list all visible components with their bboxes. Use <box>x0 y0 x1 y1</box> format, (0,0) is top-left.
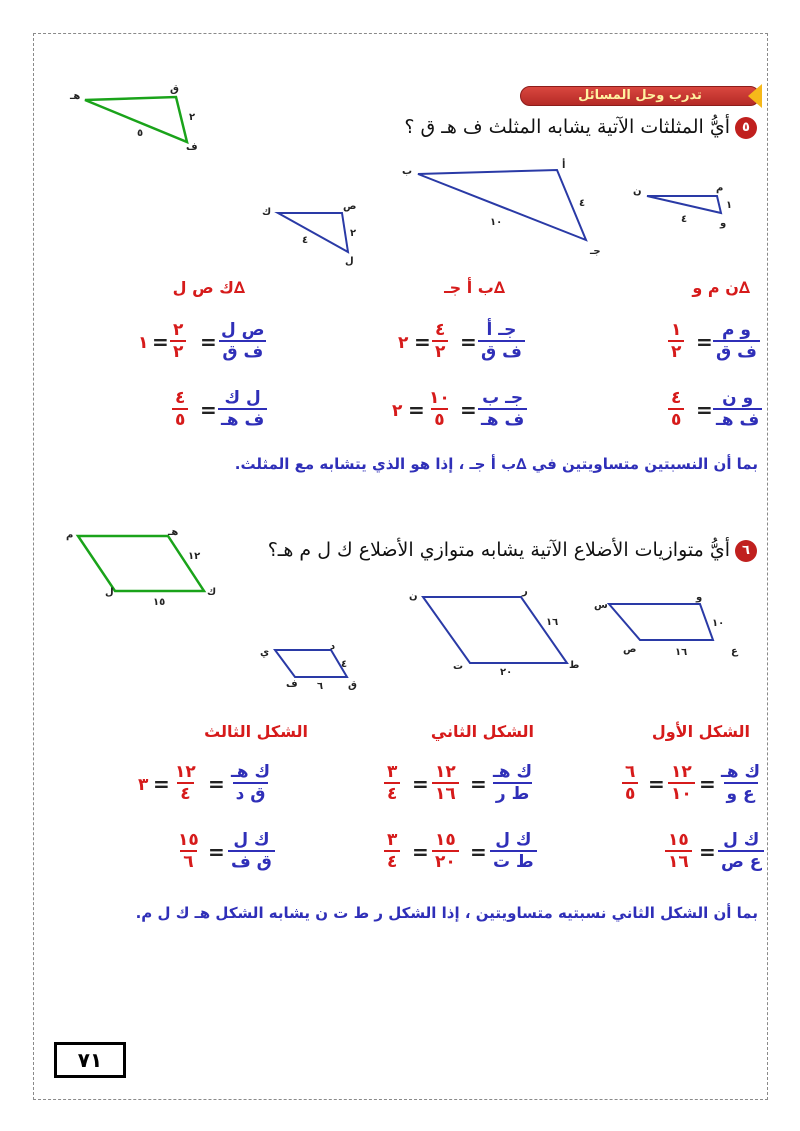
num: جـ أ <box>486 320 517 340</box>
par3-side-2: ٦ <box>317 681 324 692</box>
tri1-label-n: ن <box>633 186 642 197</box>
banner-arrow-icon <box>748 84 762 108</box>
num: و ن <box>722 388 754 408</box>
q6-conclusion: بما أن الشكل الثاني نسبتيه متساويتين ، إذا الشكل ر ط ت ن يشابه الشكل هـ ك ل م. <box>135 904 758 922</box>
den: ٥ <box>622 782 638 804</box>
par3-label-y: ي <box>260 647 270 658</box>
num: ١٢ <box>175 762 196 782</box>
den: ف هـ <box>478 408 527 430</box>
den: ٥ <box>172 408 188 430</box>
q5-c3-r1-fraction <box>170 320 186 362</box>
question-6-number: ٦ <box>735 540 757 562</box>
equals-sign: = <box>460 330 477 354</box>
tri1-side-1: ١ <box>726 200 733 211</box>
den: ٦ <box>180 850 196 872</box>
reference-parallelogram <box>78 536 204 591</box>
ref-par-label-k: ك <box>207 587 217 598</box>
tri3-label-l: ل <box>345 256 354 267</box>
parallelogram-3 <box>275 650 347 677</box>
q5-conclusion: بما أن النسبتين متساويتين في ∆ب أ جـ ، إذا هو الذي يتشابه مع المثلث. <box>234 455 758 473</box>
num: ك هـ <box>721 762 761 782</box>
par3-label-q: ق <box>348 680 357 691</box>
den: ف هـ <box>218 408 267 430</box>
tri2-label-b: ب <box>402 166 413 177</box>
num: ٣ <box>387 830 398 850</box>
den: ف ق <box>219 340 266 362</box>
q5-c3-r1-ratio <box>218 320 268 362</box>
equals-sign: = <box>200 398 217 422</box>
q6-c1-r2-ratio <box>718 830 764 872</box>
equals-sign: = <box>208 840 225 864</box>
equals-sign: = <box>152 330 169 354</box>
par1-label-s: س <box>594 600 608 611</box>
num: ١٥ <box>668 830 689 850</box>
q5-col2-heading: ∆ب أ جـ <box>444 278 505 297</box>
question-5-number: ٥ <box>735 117 757 139</box>
num: ١٢ <box>435 762 456 782</box>
num: ل ك <box>224 388 261 408</box>
den: ع و <box>724 782 758 804</box>
par2-side-1: ١٦ <box>546 617 559 628</box>
equals-sign: = <box>153 772 170 796</box>
den: ط ت <box>490 850 537 872</box>
den: ف ق <box>713 340 760 362</box>
q6-col1-heading: الشكل الأول <box>651 722 750 741</box>
tri3-label-k: ك <box>262 207 272 218</box>
triangle-baj <box>418 170 586 240</box>
equals-sign: = <box>696 398 713 422</box>
tri3-side-2: ٤ <box>302 235 309 246</box>
question-5-text: أيُّ المثلثات الآتية يشابه المثلث ف هـ ق ؟ <box>404 116 730 138</box>
par1-label-w: و <box>696 592 703 603</box>
ref-tri-side-2: ٥ <box>137 128 144 139</box>
ref-par-label-h: هـ <box>168 527 179 538</box>
q6-c2-r1-simplified <box>384 762 400 804</box>
num: ٣ <box>387 762 398 782</box>
q6-c3-r1-fraction <box>172 762 199 804</box>
q6-c1-r1-fraction <box>668 762 695 804</box>
q6-c3-r1-ratio <box>228 762 273 804</box>
par2-label-t: ط <box>569 660 580 671</box>
q6-c2-r2-fraction <box>432 830 459 872</box>
triangle-nmw <box>647 196 721 213</box>
ref-par-side-1: ١٢ <box>188 551 201 562</box>
den: ع ص <box>718 850 764 872</box>
q6-c3-r2-ratio <box>228 830 275 872</box>
par3-side-1: ٤ <box>341 659 348 670</box>
num: ك هـ <box>231 762 271 782</box>
par3-label-d: د <box>330 641 336 652</box>
num: ١٥ <box>435 830 456 850</box>
ref-par-label-l: ل <box>105 587 114 598</box>
q6-col3-heading: الشكل الثالث <box>204 722 308 741</box>
den: ٤ <box>384 782 400 804</box>
den: ٥ <box>431 408 447 430</box>
ref-par-label-m: م <box>66 530 74 541</box>
q5-col1-heading: ∆ن م و <box>692 278 750 297</box>
equals-sign: = <box>470 772 487 796</box>
q6-c2-r1-ratio <box>490 762 535 804</box>
tri3-label-s: ص <box>343 201 357 212</box>
page-number: ٧١ <box>54 1042 126 1078</box>
q6-c2-r2-ratio <box>490 830 537 872</box>
num: جـ ب <box>482 388 524 408</box>
section-banner: تدرب وحل المسائل <box>520 86 760 106</box>
par2-label-r: ر <box>522 586 528 597</box>
num: ك ل <box>495 830 532 850</box>
q5-c1-r2-value <box>668 388 684 430</box>
tri2-label-j: جـ <box>590 246 601 257</box>
parallelogram-2 <box>423 597 567 663</box>
equals-sign: = <box>408 398 425 422</box>
par1-label-a: ع <box>731 646 738 657</box>
equals-sign: = <box>470 840 487 864</box>
ref-tri-label-h: هـ <box>70 91 81 102</box>
q5-c3-r2-ratio <box>218 388 267 430</box>
den: ط ر <box>493 782 532 804</box>
den: ق ف <box>228 850 275 872</box>
num: ك هـ <box>493 762 533 782</box>
num: ٤ <box>671 388 682 408</box>
den: ف هـ <box>713 408 762 430</box>
tri1-side-2: ٤ <box>681 214 688 225</box>
num: ١٥ <box>178 830 199 850</box>
num: ٤ <box>175 388 186 408</box>
q6-c2-r2-simplified <box>384 830 400 872</box>
den: ١٦ <box>432 782 459 804</box>
q6-c1-r1-simplified <box>622 762 638 804</box>
q6-c2-r1-fraction <box>432 762 459 804</box>
q6-c3-r2-fraction <box>175 830 202 872</box>
q5-c1-r1-ratio <box>713 320 760 362</box>
num: ١٢ <box>671 762 692 782</box>
den: ٢ <box>170 340 186 362</box>
q5-c3-r1-value: ١ <box>138 333 149 353</box>
num: ١ <box>671 320 682 340</box>
q5-c1-r2-ratio <box>713 388 762 430</box>
tri1-label-m: م <box>716 183 724 194</box>
q5-c1-r1-value <box>668 320 684 362</box>
equals-sign: = <box>648 772 665 796</box>
tri3-side-1: ٢ <box>350 228 357 239</box>
tri2-label-a: أ <box>562 160 566 171</box>
equals-sign: = <box>414 330 431 354</box>
q5-c2-r1-value: ٢ <box>398 333 409 353</box>
den: ٥ <box>668 408 684 430</box>
equals-sign: = <box>412 840 429 864</box>
ref-tri-side-1: ٢ <box>189 112 196 123</box>
den: ٢٠ <box>432 850 459 872</box>
num: ك ل <box>723 830 760 850</box>
equals-sign: = <box>699 840 716 864</box>
q6-c1-r2-fraction <box>665 830 692 872</box>
par2-label-n: ن <box>409 591 418 602</box>
par1-side-2: ١٦ <box>675 647 688 658</box>
num: ٦ <box>625 762 636 782</box>
par1-label-sad: ص <box>623 644 637 655</box>
den: ١٦ <box>665 850 692 872</box>
tri2-side-1: ٤ <box>579 198 586 209</box>
q6-c1-r1-ratio <box>718 762 763 804</box>
q6-c3-r1-value: ٣ <box>138 775 149 795</box>
parallelogram-1 <box>609 604 713 640</box>
equals-sign: = <box>460 398 477 422</box>
ref-tri-label-f: ف <box>186 142 198 153</box>
reference-triangle <box>85 97 187 142</box>
den: ١٠ <box>668 782 695 804</box>
par1-side-1: ١٠ <box>712 618 725 629</box>
q5-c2-r2-ratio <box>478 388 527 430</box>
num: ٤ <box>435 320 446 340</box>
triangle-ksl <box>278 213 348 252</box>
q5-c2-r1-ratio <box>478 320 525 362</box>
num: ص ل <box>221 320 265 340</box>
num: ك ل <box>233 830 270 850</box>
equals-sign: = <box>699 772 716 796</box>
equals-sign: = <box>696 330 713 354</box>
num: و م <box>721 320 751 340</box>
par2-label-ta: ت <box>453 661 464 672</box>
q5-c2-r1-fraction <box>432 320 448 362</box>
equals-sign: = <box>412 772 429 796</box>
den: ٤ <box>177 782 193 804</box>
den: ٤ <box>384 850 400 872</box>
ref-tri-label-q: ق <box>170 84 179 95</box>
equals-sign: = <box>200 330 217 354</box>
par3-label-f: ف <box>286 679 298 690</box>
q6-col2-heading: الشكل الثاني <box>430 722 534 741</box>
q5-col3-heading: ∆ك ص ل <box>172 278 245 297</box>
tri2-side-2: ١٠ <box>490 217 503 228</box>
q5-c3-r2-fraction <box>172 388 188 430</box>
den: ف ق <box>478 340 525 362</box>
den: ٢ <box>432 340 448 362</box>
den: ق د <box>233 782 269 804</box>
ref-par-side-2: ١٥ <box>153 597 166 608</box>
q5-c2-r2-value: ٢ <box>392 401 403 421</box>
equals-sign: = <box>208 772 225 796</box>
den: ٢ <box>668 340 684 362</box>
q5-c2-r2-fraction <box>426 388 453 430</box>
question-6-text: أيُّ متوازيات الأضلاع الآتية يشابه متوازي الأضلاع ك ل م هـ؟ <box>267 539 730 561</box>
num: ١٠ <box>429 388 450 408</box>
par2-side-2: ٢٠ <box>500 667 513 678</box>
num: ٢ <box>173 320 184 340</box>
tri1-label-w: و <box>720 218 727 229</box>
